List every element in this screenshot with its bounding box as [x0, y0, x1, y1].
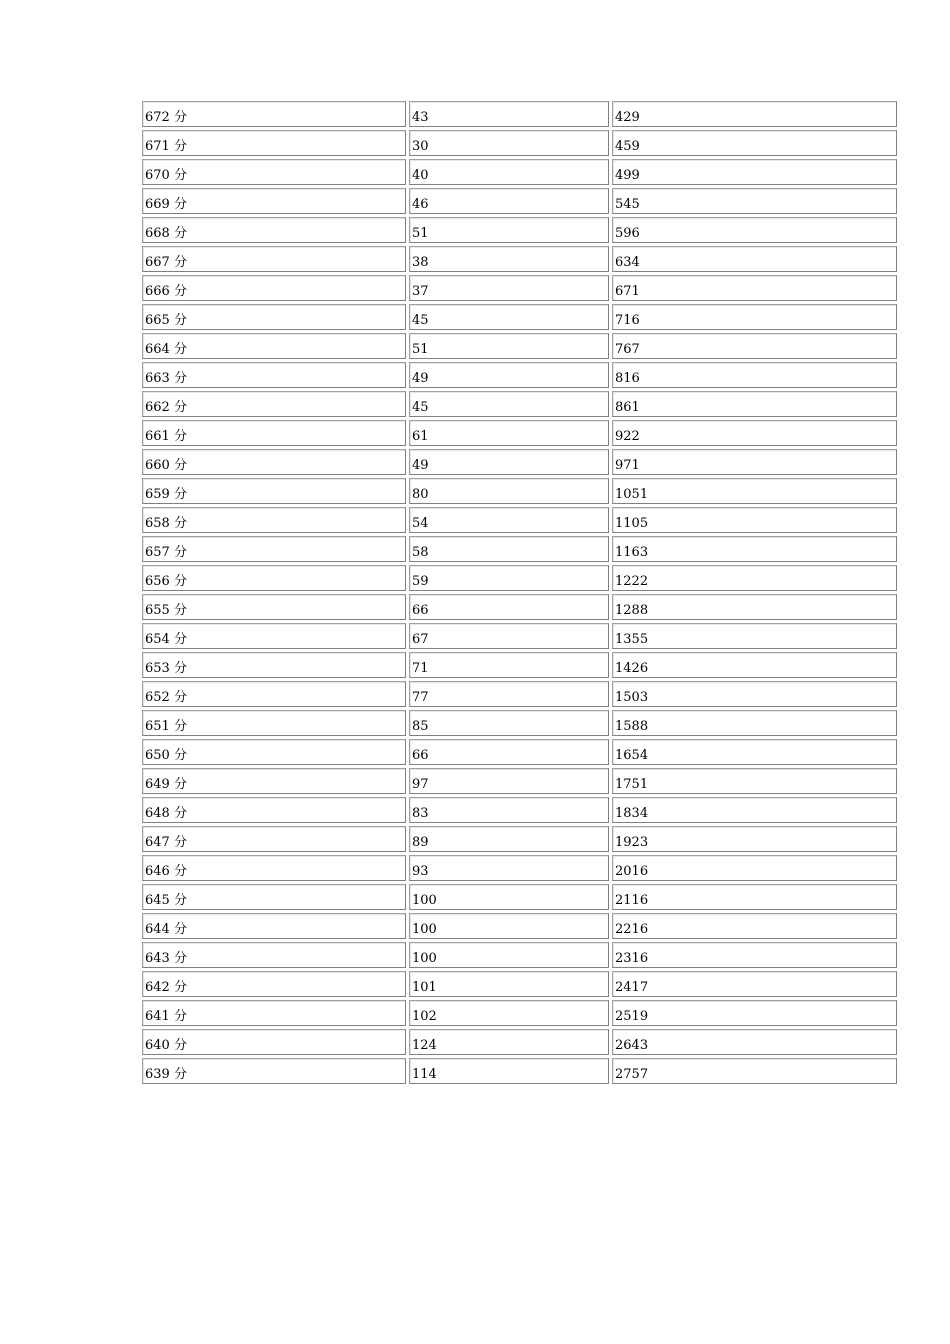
- count-cell: 80: [409, 478, 609, 504]
- count-cell: 38: [409, 246, 609, 272]
- cumulative-count-cell: 2417: [612, 971, 897, 997]
- count-cell: 89: [409, 826, 609, 852]
- score-cell: 666 分: [142, 275, 406, 301]
- table-row: [142, 536, 897, 562]
- table-row: [142, 420, 897, 446]
- score-cell: 646 分: [142, 855, 406, 881]
- score-cell: 660 分: [142, 449, 406, 475]
- table-row: [142, 594, 897, 620]
- table-row: [142, 449, 897, 475]
- score-cell: 669 分: [142, 188, 406, 214]
- score-cell: 656 分: [142, 565, 406, 591]
- cumulative-count-cell: 2116: [612, 884, 897, 910]
- count-cell: 85: [409, 710, 609, 736]
- score-distribution-table: [139, 98, 900, 1087]
- score-cell: 648 分: [142, 797, 406, 823]
- table-row: [142, 507, 897, 533]
- count-cell: 30: [409, 130, 609, 156]
- table-row: [142, 333, 897, 359]
- count-cell: 37: [409, 275, 609, 301]
- cumulative-count-cell: 1751: [612, 768, 897, 794]
- cumulative-count-cell: 2643: [612, 1029, 897, 1055]
- score-cell: 667 分: [142, 246, 406, 272]
- score-cell: 645 分: [142, 884, 406, 910]
- score-cell: 644 分: [142, 913, 406, 939]
- table-row: [142, 362, 897, 388]
- count-cell: 67: [409, 623, 609, 649]
- table-row: [142, 1029, 897, 1055]
- count-cell: 40: [409, 159, 609, 185]
- table-row: [142, 101, 897, 127]
- table-row: [142, 565, 897, 591]
- score-cell: 652 分: [142, 681, 406, 707]
- count-cell: 102: [409, 1000, 609, 1026]
- cumulative-count-cell: 545: [612, 188, 897, 214]
- table-row: [142, 739, 897, 765]
- count-cell: 83: [409, 797, 609, 823]
- table-row: [142, 971, 897, 997]
- table-row: [142, 652, 897, 678]
- count-cell: 124: [409, 1029, 609, 1055]
- score-cell: 661 分: [142, 420, 406, 446]
- cumulative-count-cell: 429: [612, 101, 897, 127]
- cumulative-count-cell: 1105: [612, 507, 897, 533]
- score-cell: 664 分: [142, 333, 406, 359]
- table-row: [142, 304, 897, 330]
- cumulative-count-cell: 767: [612, 333, 897, 359]
- cumulative-count-cell: 1588: [612, 710, 897, 736]
- cumulative-count-cell: 2016: [612, 855, 897, 881]
- table-row: [142, 188, 897, 214]
- cumulative-count-cell: 1834: [612, 797, 897, 823]
- score-cell: 649 分: [142, 768, 406, 794]
- cumulative-count-cell: 971: [612, 449, 897, 475]
- table-row: [142, 478, 897, 504]
- cumulative-count-cell: 1426: [612, 652, 897, 678]
- count-cell: 51: [409, 333, 609, 359]
- cumulative-count-cell: 2316: [612, 942, 897, 968]
- score-cell: 665 分: [142, 304, 406, 330]
- score-table-body: [142, 101, 897, 1084]
- count-cell: 66: [409, 594, 609, 620]
- score-cell: 640 分: [142, 1029, 406, 1055]
- cumulative-count-cell: 596: [612, 217, 897, 243]
- count-cell: 61: [409, 420, 609, 446]
- score-cell: 641 分: [142, 1000, 406, 1026]
- table-row: [142, 1058, 897, 1084]
- count-cell: 45: [409, 304, 609, 330]
- score-cell: 650 分: [142, 739, 406, 765]
- count-cell: 49: [409, 362, 609, 388]
- table-row: [142, 855, 897, 881]
- table-row: [142, 884, 897, 910]
- score-cell: 671 分: [142, 130, 406, 156]
- cumulative-count-cell: 922: [612, 420, 897, 446]
- table-row: [142, 942, 897, 968]
- score-cell: 672 分: [142, 101, 406, 127]
- count-cell: 71: [409, 652, 609, 678]
- cumulative-count-cell: 634: [612, 246, 897, 272]
- table-row: [142, 130, 897, 156]
- count-cell: 49: [409, 449, 609, 475]
- score-cell: 670 分: [142, 159, 406, 185]
- cumulative-count-cell: 1654: [612, 739, 897, 765]
- cumulative-count-cell: 2757: [612, 1058, 897, 1084]
- table-row: [142, 797, 897, 823]
- cumulative-count-cell: 1051: [612, 478, 897, 504]
- score-cell: 655 分: [142, 594, 406, 620]
- score-cell: 654 分: [142, 623, 406, 649]
- count-cell: 66: [409, 739, 609, 765]
- cumulative-count-cell: 1923: [612, 826, 897, 852]
- cumulative-count-cell: 2216: [612, 913, 897, 939]
- table-row: [142, 913, 897, 939]
- cumulative-count-cell: 499: [612, 159, 897, 185]
- score-cell: 647 分: [142, 826, 406, 852]
- cumulative-count-cell: 1355: [612, 623, 897, 649]
- cumulative-count-cell: 816: [612, 362, 897, 388]
- count-cell: 100: [409, 942, 609, 968]
- count-cell: 97: [409, 768, 609, 794]
- cumulative-count-cell: 716: [612, 304, 897, 330]
- count-cell: 93: [409, 855, 609, 881]
- count-cell: 58: [409, 536, 609, 562]
- table-row: [142, 1000, 897, 1026]
- count-cell: 51: [409, 217, 609, 243]
- cumulative-count-cell: 671: [612, 275, 897, 301]
- table-row: [142, 246, 897, 272]
- score-cell: 659 分: [142, 478, 406, 504]
- count-cell: 43: [409, 101, 609, 127]
- count-cell: 77: [409, 681, 609, 707]
- score-cell: 639 分: [142, 1058, 406, 1084]
- count-cell: 101: [409, 971, 609, 997]
- table-row: [142, 681, 897, 707]
- score-cell: 658 分: [142, 507, 406, 533]
- score-cell: 651 分: [142, 710, 406, 736]
- score-cell: 657 分: [142, 536, 406, 562]
- count-cell: 100: [409, 884, 609, 910]
- table-row: [142, 826, 897, 852]
- table-row: [142, 768, 897, 794]
- table-row: [142, 391, 897, 417]
- count-cell: 45: [409, 391, 609, 417]
- table-row: [142, 275, 897, 301]
- cumulative-count-cell: 1222: [612, 565, 897, 591]
- table-row: [142, 623, 897, 649]
- score-cell: 653 分: [142, 652, 406, 678]
- score-cell: 663 分: [142, 362, 406, 388]
- table-row: [142, 159, 897, 185]
- count-cell: 54: [409, 507, 609, 533]
- count-cell: 46: [409, 188, 609, 214]
- cumulative-count-cell: 2519: [612, 1000, 897, 1026]
- table-row: [142, 710, 897, 736]
- count-cell: 100: [409, 913, 609, 939]
- count-cell: 114: [409, 1058, 609, 1084]
- count-cell: 59: [409, 565, 609, 591]
- table-row: [142, 217, 897, 243]
- cumulative-count-cell: 1288: [612, 594, 897, 620]
- cumulative-count-cell: 1503: [612, 681, 897, 707]
- cumulative-count-cell: 1163: [612, 536, 897, 562]
- score-cell: 642 分: [142, 971, 406, 997]
- score-cell: 668 分: [142, 217, 406, 243]
- score-cell: 662 分: [142, 391, 406, 417]
- cumulative-count-cell: 861: [612, 391, 897, 417]
- score-cell: 643 分: [142, 942, 406, 968]
- cumulative-count-cell: 459: [612, 130, 897, 156]
